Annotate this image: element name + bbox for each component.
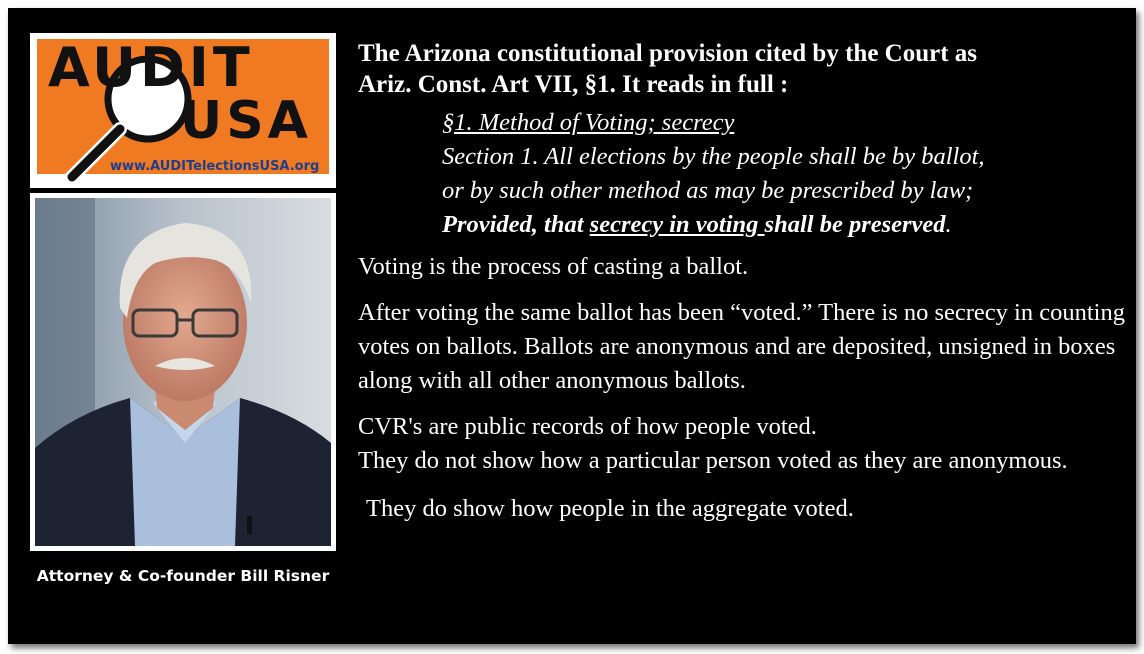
logo-wordmark-usa: USA xyxy=(180,91,312,151)
quote-title: §1. Method of Voting; secrecy xyxy=(442,109,735,136)
paragraph-cvr-anonymous: They do not show how a particular person voted as they are anonymous. xyxy=(358,447,1068,474)
heading xyxy=(358,38,1128,100)
paragraph-voting-definition: Voting is the process of casting a ballot. xyxy=(358,253,749,280)
quote-line-3-part-b: secrecy in voting xyxy=(589,211,765,238)
quote-line-3-part-c: shall be preserved xyxy=(764,211,946,238)
paragraph-aggregate: They do show how people in the aggregate voted. xyxy=(366,495,854,522)
quote-line-2: or by such other method as may be prescribed by law; xyxy=(442,177,974,204)
paragraph-cvr-public: CVR's are public records of how people voted. xyxy=(358,413,817,440)
quote-line-3 xyxy=(442,211,946,238)
heading-line-2: Ariz. Const. Art VII, §1. It reads in full : xyxy=(358,71,789,98)
logo-website-url: www.AUDITelectionsUSA.org xyxy=(110,159,320,174)
heading-line-1: The Arizona constitutional provision cited by the Court as xyxy=(358,40,978,67)
quote-line-3-part-a: Provided, that xyxy=(442,211,590,238)
logo-wordmark-audit: AUDIT xyxy=(48,36,254,99)
photo-caption: Attorney & Co-founder Bill Risner xyxy=(36,567,330,585)
quote-line-3-part-d: . xyxy=(945,211,952,238)
quote-line-1: Section 1. All elections by the people shall be by ballot, xyxy=(442,143,985,170)
paragraph-ballots-anonymous: After voting the same ballot has been “voted.” There is no secrecy in counting votes on ballots. Ballots are anonymous and are deposited, unsigned in boxes along with all other anonymous ballots. xyxy=(358,299,1125,394)
portrait-image xyxy=(35,198,331,546)
portrait-photo xyxy=(30,193,336,551)
main-text xyxy=(358,38,1128,526)
constitution-quote xyxy=(442,106,1128,242)
audit-usa-logo xyxy=(30,33,336,188)
